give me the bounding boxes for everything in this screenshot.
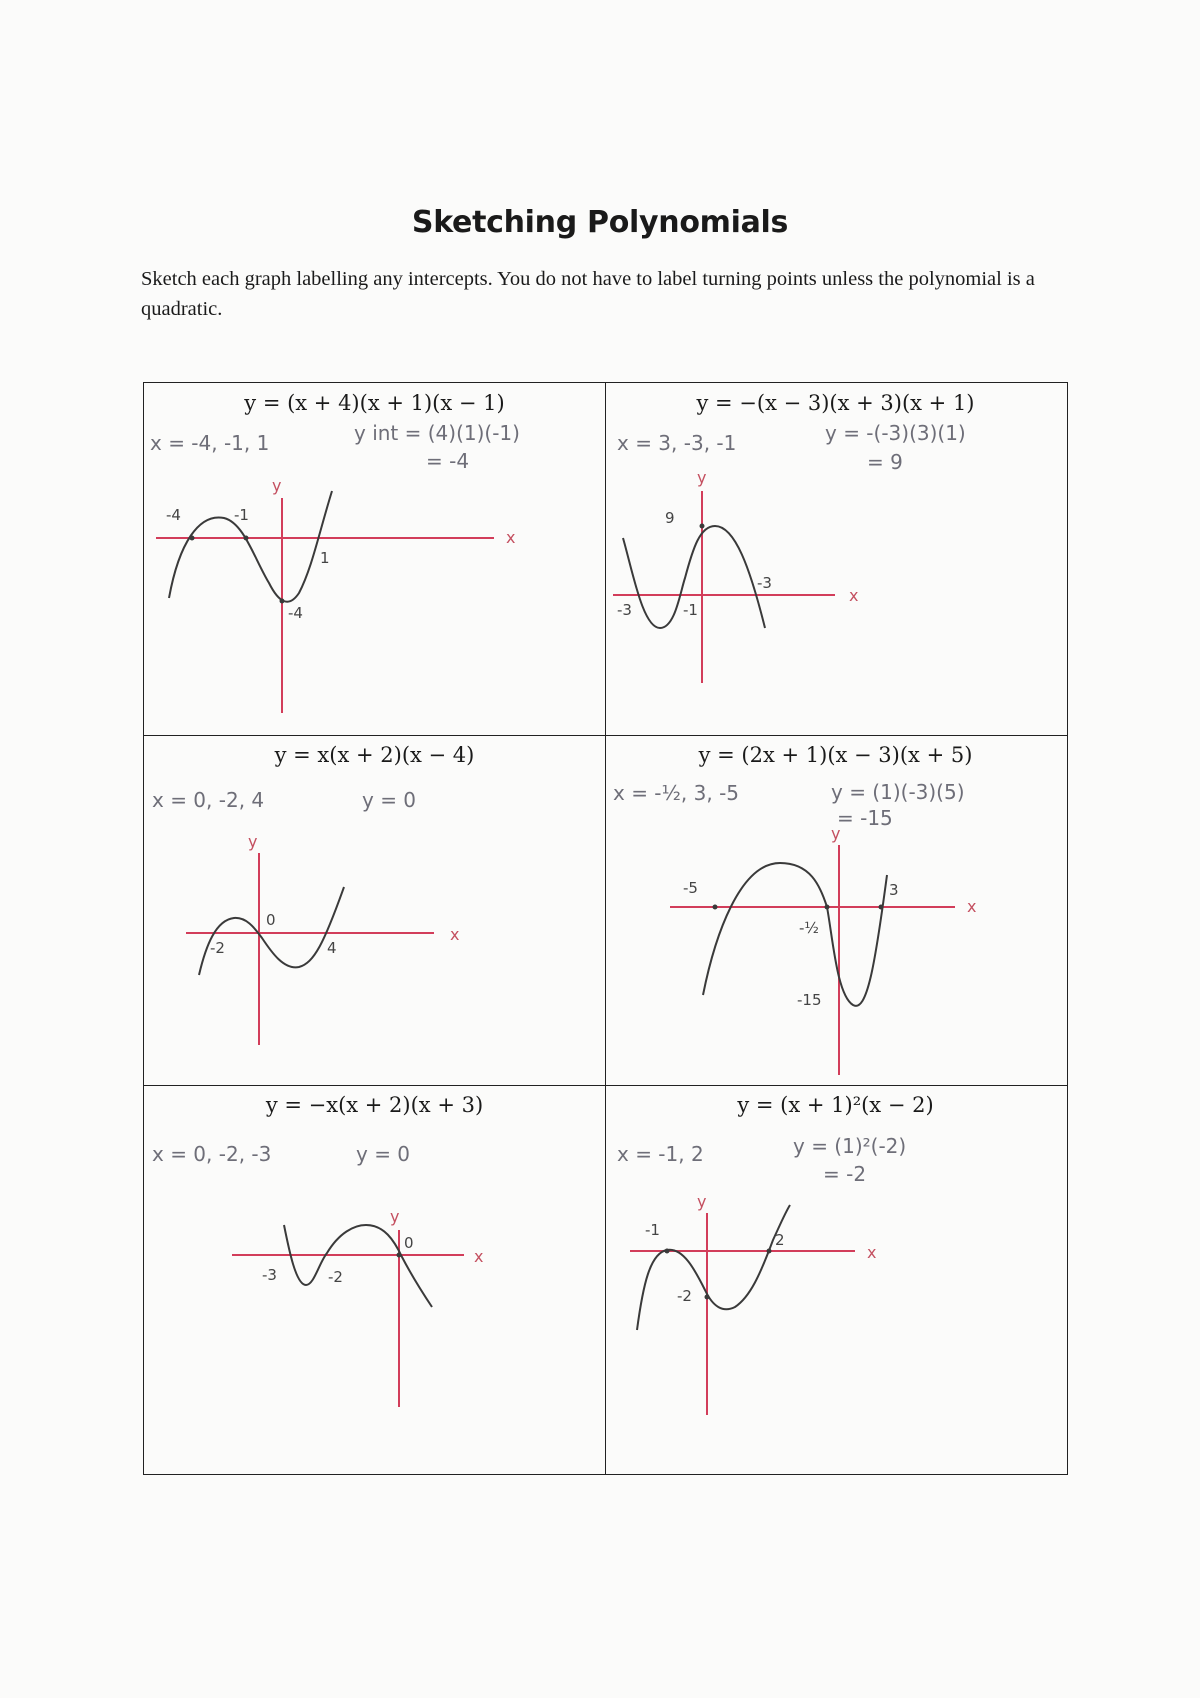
problem-5-y-axis-label: y: [390, 1207, 400, 1226]
problem-6-point: [665, 1249, 670, 1254]
problem-1-cell: [144, 383, 605, 735]
problem-2-y-axis-label: y: [697, 468, 707, 487]
problem-2-label: -1: [683, 601, 698, 619]
problem-1-point: [280, 599, 285, 604]
problem-2-cell: [605, 383, 1066, 735]
problem-4-point: [825, 905, 830, 910]
problem-3-cell: [144, 735, 605, 1085]
problem-3-equation: y = x(x + 2)(x − 4): [274, 743, 475, 767]
problem-3-x-axis-label: x: [450, 925, 460, 944]
problem-1-equation: y = (x + 4)(x + 1)(x − 1): [244, 391, 505, 415]
problem-2-label: 9: [665, 509, 675, 527]
problem-6-x-axis-label: x: [867, 1243, 877, 1262]
problem-1-x-intercepts: x = -4, -1, 1: [150, 431, 270, 455]
problem-6-point: [767, 1249, 772, 1254]
problem-4-x-intercepts: x = -½, 3, -5: [613, 781, 740, 805]
problem-4-cell: [605, 735, 1066, 1085]
problem-5-sketch: [144, 1085, 605, 1473]
problem-3-label: 4: [327, 939, 337, 957]
problem-1-label: 1: [320, 549, 330, 567]
problem-2-point: [700, 524, 705, 529]
problem-4-y-intercept-working: y = (1)(-3)(5): [831, 780, 965, 804]
problem-3-curve: [199, 887, 344, 975]
problem-5-x-intercepts: x = 0, -2, -3: [152, 1142, 272, 1166]
problem-5-x-axis-label: x: [474, 1247, 484, 1266]
problem-6-point: [705, 1295, 710, 1300]
problem-5-cell: [144, 1085, 605, 1473]
problem-2-y-intercept-working: y = -(-3)(3)(1): [825, 421, 966, 445]
problem-2-x-axis-label: x: [849, 586, 859, 605]
instructions: Sketch each graph labelling any intercepts. You do not have to label turning points unless the polynomial is a quadratic.: [141, 268, 1035, 320]
problem-4-label: -5: [683, 879, 698, 897]
problem-5-label: 0: [404, 1234, 414, 1252]
problem-3-y-axis-label: y: [248, 832, 258, 851]
problem-1-point: [190, 536, 195, 541]
problem-5-point: [397, 1253, 402, 1258]
problem-2-y-intercept-result: = 9: [867, 450, 903, 474]
problem-6-x-intercepts: x = -1, 2: [617, 1142, 704, 1166]
problem-4-label: -15: [797, 991, 822, 1009]
problem-6-cell: [605, 1085, 1066, 1473]
problem-3-y-intercept: y = 0: [362, 788, 417, 812]
page-title: Sketching Polynomials: [411, 205, 789, 240]
problem-2-label: -3: [617, 601, 632, 619]
problem-grid: [143, 382, 1068, 1475]
problem-4-point: [713, 905, 718, 910]
problem-3-label: -2: [210, 939, 225, 957]
problem-6-label: -2: [677, 1287, 692, 1305]
problem-5-equation: y = −x(x + 2)(x + 3): [265, 1093, 484, 1117]
problem-4-sketch: [605, 735, 1066, 1085]
problem-6-sketch: [605, 1085, 1066, 1473]
problem-1-curve: [169, 491, 332, 602]
problem-5-y-intercept: y = 0: [356, 1142, 411, 1166]
problem-4-label: 3: [889, 881, 899, 899]
problem-1-sketch: [144, 383, 605, 735]
problem-6-y-intercept-working: y = (1)²(-2): [793, 1134, 907, 1158]
problem-1-point: [244, 536, 249, 541]
problem-5-label: -2: [328, 1268, 343, 1286]
problem-4-x-axis-label: x: [967, 897, 977, 916]
problem-6-label: -1: [645, 1221, 660, 1239]
problem-6-y-axis-label: y: [697, 1192, 707, 1211]
problem-1-y-axis-label: y: [272, 476, 282, 495]
problem-1-y-intercept-result: = -4: [426, 449, 470, 473]
problem-3-x-intercepts: x = 0, -2, 4: [152, 788, 265, 812]
problem-4-y-intercept-result: = -15: [837, 806, 893, 830]
problem-1-y-intercept-working: y int = (4)(1)(-1): [354, 421, 520, 445]
problem-2-sketch: [605, 383, 1066, 735]
problem-2-equation: y = −(x − 3)(x + 3)(x + 1): [696, 391, 975, 415]
problem-3-label: 0: [266, 911, 276, 929]
problem-4-label: -½: [799, 919, 819, 937]
problem-4-y-axis-label: y: [831, 824, 841, 843]
problem-1-x-axis-label: x: [506, 528, 516, 547]
problem-6-y-intercept-result: = -2: [823, 1162, 867, 1186]
problem-4-equation: y = (2x + 1)(x − 3)(x + 5): [698, 743, 973, 767]
problem-1-label: -1: [234, 506, 249, 524]
problem-1-label: -4: [288, 604, 303, 622]
problem-6-equation: y = (x + 1)²(x − 2): [737, 1093, 934, 1117]
problem-5-label: -3: [262, 1266, 277, 1284]
problem-3-sketch: [144, 735, 605, 1085]
problem-2-x-intercepts: x = 3, -3, -1: [617, 431, 737, 455]
problem-1-label: -4: [166, 506, 181, 524]
problem-2-label: -3: [757, 574, 772, 592]
problem-6-label: 2: [775, 1231, 785, 1249]
problem-4-point: [879, 905, 884, 910]
problem-4-curve: [703, 863, 887, 1006]
